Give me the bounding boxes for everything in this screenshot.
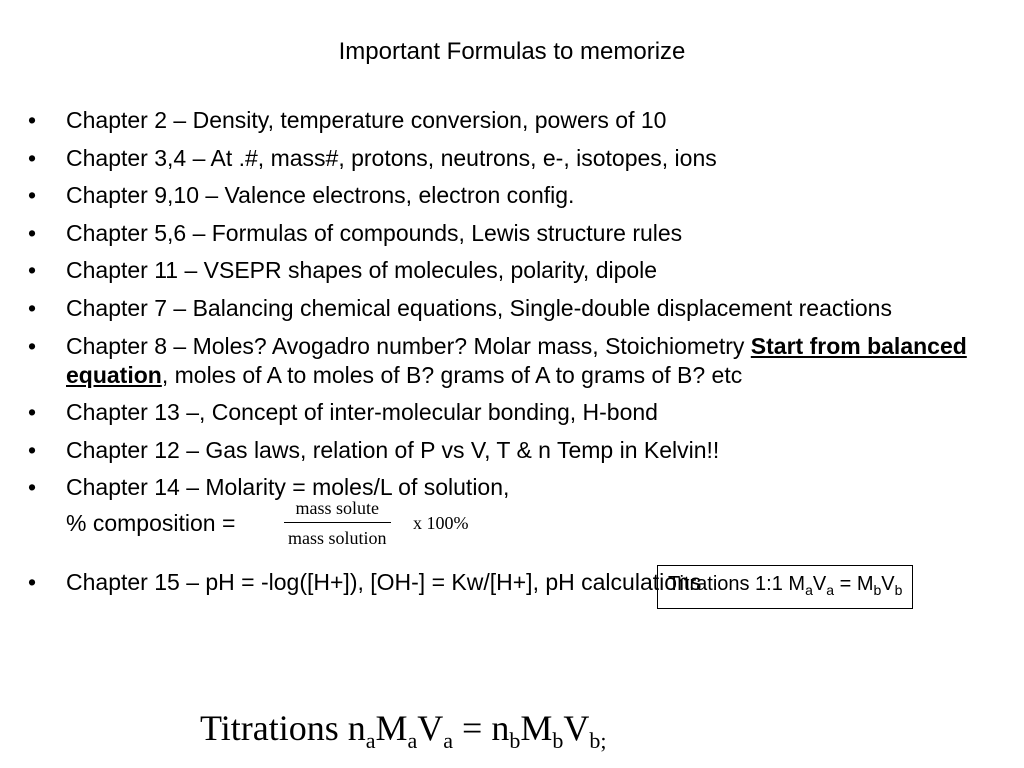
formula-list xyxy=(28,106,998,606)
list-item: • Chapter 3,4 – At .#, mass#, protons, neutrons, e-, isotopes, ions xyxy=(28,144,998,173)
fraction-denominator: mass solution xyxy=(288,527,387,548)
emphasis-text: Start from balanced equation xyxy=(66,332,967,388)
fraction-bar xyxy=(284,522,391,523)
list-item: • Chapter 9,10 – Valence electrons, electron config. xyxy=(28,181,998,210)
fraction-numerator: mass solute xyxy=(295,497,379,518)
composition-multiplier: x 100% xyxy=(413,512,469,533)
titration-equation: Titrations $n_aM_aV_a = n_bM_bV_{b;}$ xyxy=(200,708,607,754)
list-item: • Chapter 12 – Gas laws, relation of P vs V, T & n Temp in Kelvin!! xyxy=(28,436,998,465)
list-item-chapter8 xyxy=(28,332,998,390)
chapter8-text: Chapter 8 – Moles? Avogadro number? Molar mass, Stoichiometry xyxy=(66,332,751,359)
list-item: • Chapter 15 – pH = -log([H+]), [OH-] = Kw/[H+], pH calculations xyxy=(28,568,998,597)
list-item: • Chapter 5,6 – Formulas of compounds, Lewis structure rules xyxy=(28,219,998,248)
chapter8-text-end: , moles of A to moles of B? grams of A to grams of B? etc xyxy=(161,361,743,388)
list-item: • Chapter 14 – Molarity = moles/L of solution, xyxy=(28,473,998,502)
composition-label: % composition = xyxy=(66,509,236,536)
list-item: • Chapter 13 –, Concept of inter-molecular bonding, H-bond xyxy=(28,398,998,427)
composition-formula xyxy=(28,497,998,548)
list-item: • Chapter 11 – VSEPR shapes of molecules, polarity, dipole xyxy=(28,256,998,285)
list-item: • Chapter 2 – Density, temperature conversion, powers of 10 xyxy=(28,106,998,135)
composition-fraction xyxy=(284,497,391,549)
list-item: • Chapter 7 – Balancing chemical equations, Single-double displacement reactions xyxy=(28,294,998,323)
titration-formula-box: Titrations 1:1 $M_aV_a = M_bV_b$ xyxy=(657,565,913,609)
page-title: Important Formulas to memorize xyxy=(338,38,686,65)
